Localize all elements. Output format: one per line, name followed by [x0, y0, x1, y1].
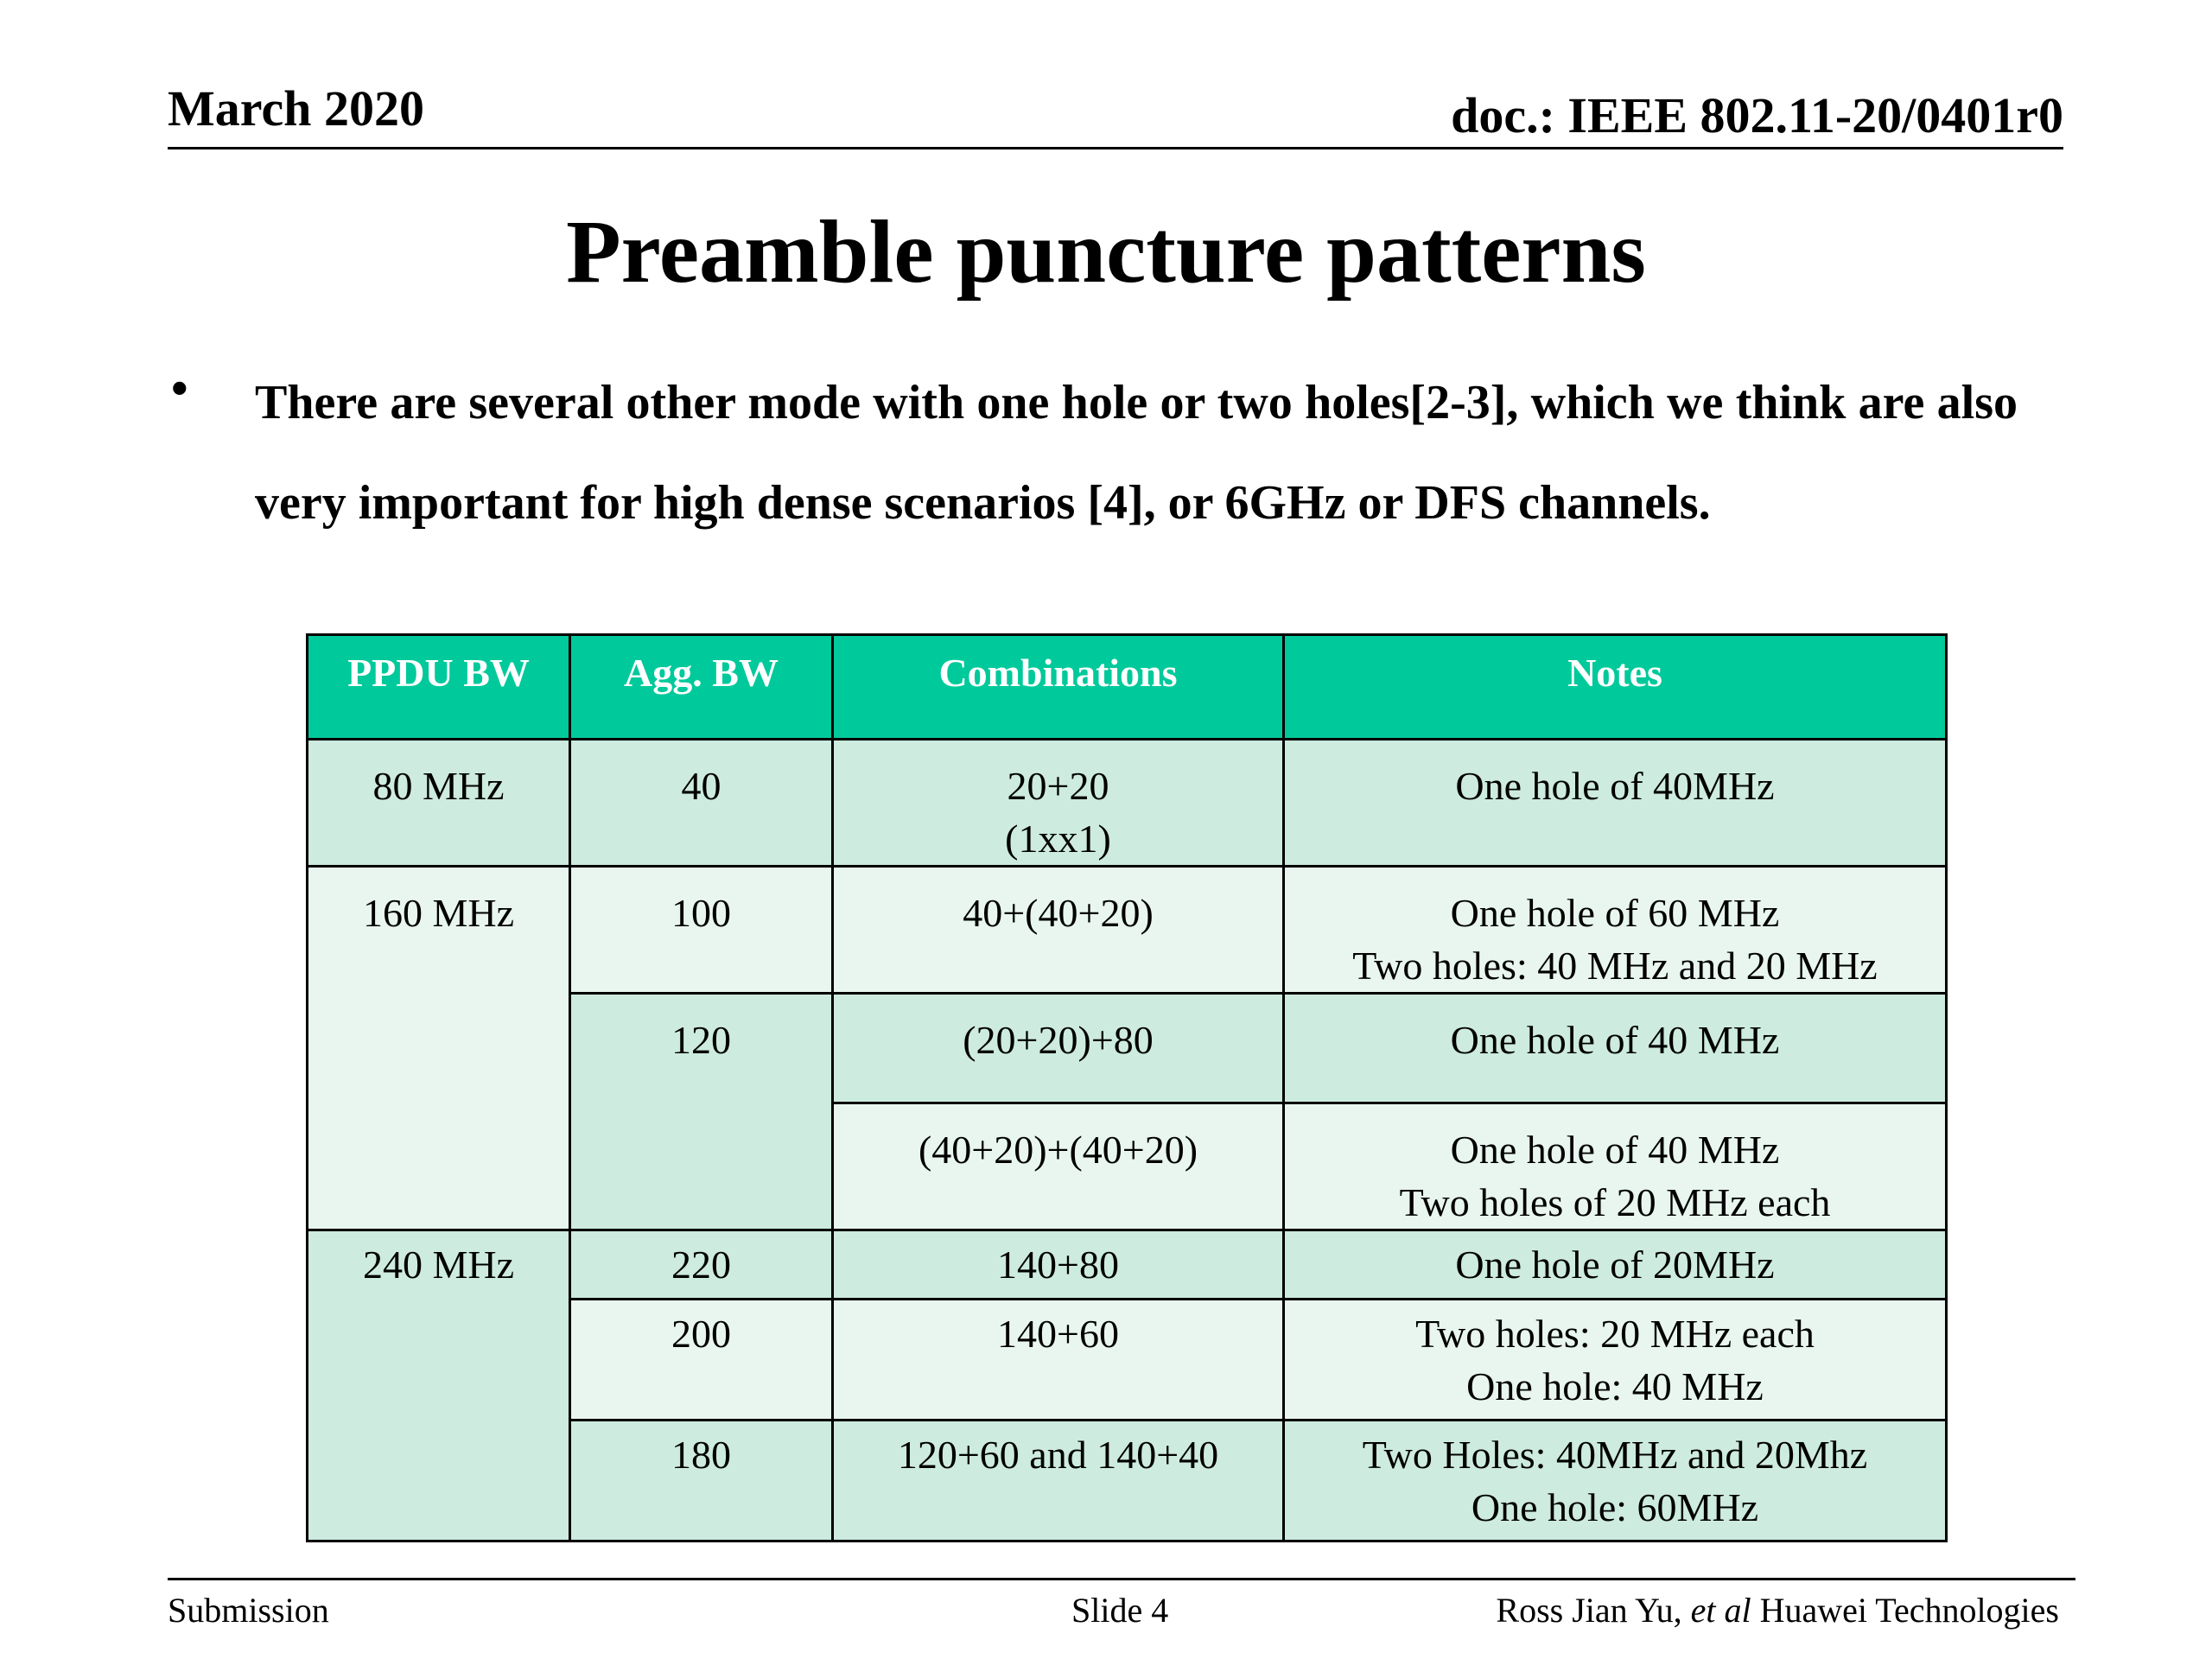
- table-header-row: [308, 635, 1947, 740]
- note-line: Two holes of 20 MHz each: [1399, 1180, 1831, 1224]
- combinations-cell: [833, 740, 1284, 867]
- footer-author: [1496, 1590, 2059, 1630]
- slide-title: Preamble puncture patterns: [566, 202, 1646, 302]
- note-line: Two holes: 20 MHz each: [1415, 1312, 1815, 1356]
- notes-cell: [1284, 740, 1947, 867]
- ppdu-bw-cell: 240 MHz: [308, 1230, 570, 1541]
- note-line: One hole: 60MHz: [1471, 1485, 1759, 1529]
- combination-line: 140+60: [997, 1312, 1119, 1356]
- puncture-table: [306, 633, 1948, 1542]
- note-line: Two Holes: 40MHz and 20Mhz: [1362, 1433, 1868, 1477]
- notes-cell: [1284, 1230, 1947, 1300]
- combinations-cell: [833, 994, 1284, 1103]
- table-row: [308, 1230, 1947, 1300]
- combination-line: (1xx1): [1005, 817, 1111, 861]
- combinations-cell: [833, 1300, 1284, 1421]
- notes-cell: [1284, 1300, 1947, 1421]
- combination-line: 120+60 and 140+40: [897, 1433, 1219, 1477]
- note-line: Two holes: 40 MHz and 20 MHz: [1352, 944, 1878, 988]
- agg-bw-cell: 100: [570, 867, 833, 994]
- notes-cell: [1284, 1103, 1947, 1230]
- header-notes: Notes: [1284, 635, 1947, 740]
- footer-divider: [168, 1578, 2075, 1580]
- header-ppdu-bw: PPDU BW: [308, 635, 570, 740]
- agg-bw-cell: 120: [570, 994, 833, 1230]
- agg-bw-cell: 220: [570, 1230, 833, 1300]
- header-date: March 2020: [168, 80, 424, 137]
- combination-line: 40+(40+20): [963, 891, 1154, 935]
- combination-line: 140+80: [997, 1243, 1119, 1287]
- combination-line: 20+20: [1007, 764, 1109, 808]
- agg-bw-cell: 180: [570, 1421, 833, 1541]
- header-doc-id: doc.: IEEE 802.11-20/0401r0: [1451, 87, 2063, 143]
- footer-submission: Submission: [168, 1591, 329, 1630]
- agg-bw-cell: 200: [570, 1300, 833, 1421]
- footer-author-name: Ross Jian Yu,: [1496, 1591, 1691, 1630]
- header-combinations: Combinations: [833, 635, 1284, 740]
- ppdu-bw-cell: 80 MHz: [308, 740, 570, 867]
- notes-cell: [1284, 867, 1947, 994]
- combinations-cell: [833, 1103, 1284, 1230]
- bullet-marker: •: [171, 362, 188, 416]
- note-line: One hole of 40MHz: [1455, 764, 1775, 808]
- note-line: One hole: 40 MHz: [1466, 1364, 1764, 1408]
- note-line: One hole of 40 MHz: [1450, 1018, 1780, 1062]
- combinations-cell: [833, 867, 1284, 994]
- note-line: One hole of 20MHz: [1455, 1243, 1775, 1287]
- table-row: [308, 867, 1947, 994]
- bullet-text: There are several other mode with one hole or two holes[2-3], which we think are also very important for high dense scenarios [4], or 6GHz or DFS channels.: [255, 376, 2018, 530]
- note-line: One hole of 40 MHz: [1450, 1128, 1780, 1172]
- table-row: [308, 740, 1947, 867]
- combinations-cell: [833, 1421, 1284, 1541]
- combinations-cell: [833, 1230, 1284, 1300]
- combination-line: (20+20)+80: [963, 1018, 1154, 1062]
- agg-bw-cell: 40: [570, 740, 833, 867]
- ppdu-bw-cell: 160 MHz: [308, 867, 570, 1230]
- note-line: One hole of 60 MHz: [1450, 891, 1780, 935]
- footer-author-etal: et al: [1690, 1591, 1751, 1630]
- header-agg-bw: Agg. BW: [570, 635, 833, 740]
- footer-organization: Huawei Technologies: [1751, 1591, 2059, 1630]
- notes-cell: [1284, 994, 1947, 1103]
- header-divider: [168, 147, 2063, 149]
- footer-slide-number: Slide 4: [1071, 1591, 1169, 1630]
- combination-line: (40+20)+(40+20): [918, 1128, 1198, 1172]
- notes-cell: [1284, 1421, 1947, 1541]
